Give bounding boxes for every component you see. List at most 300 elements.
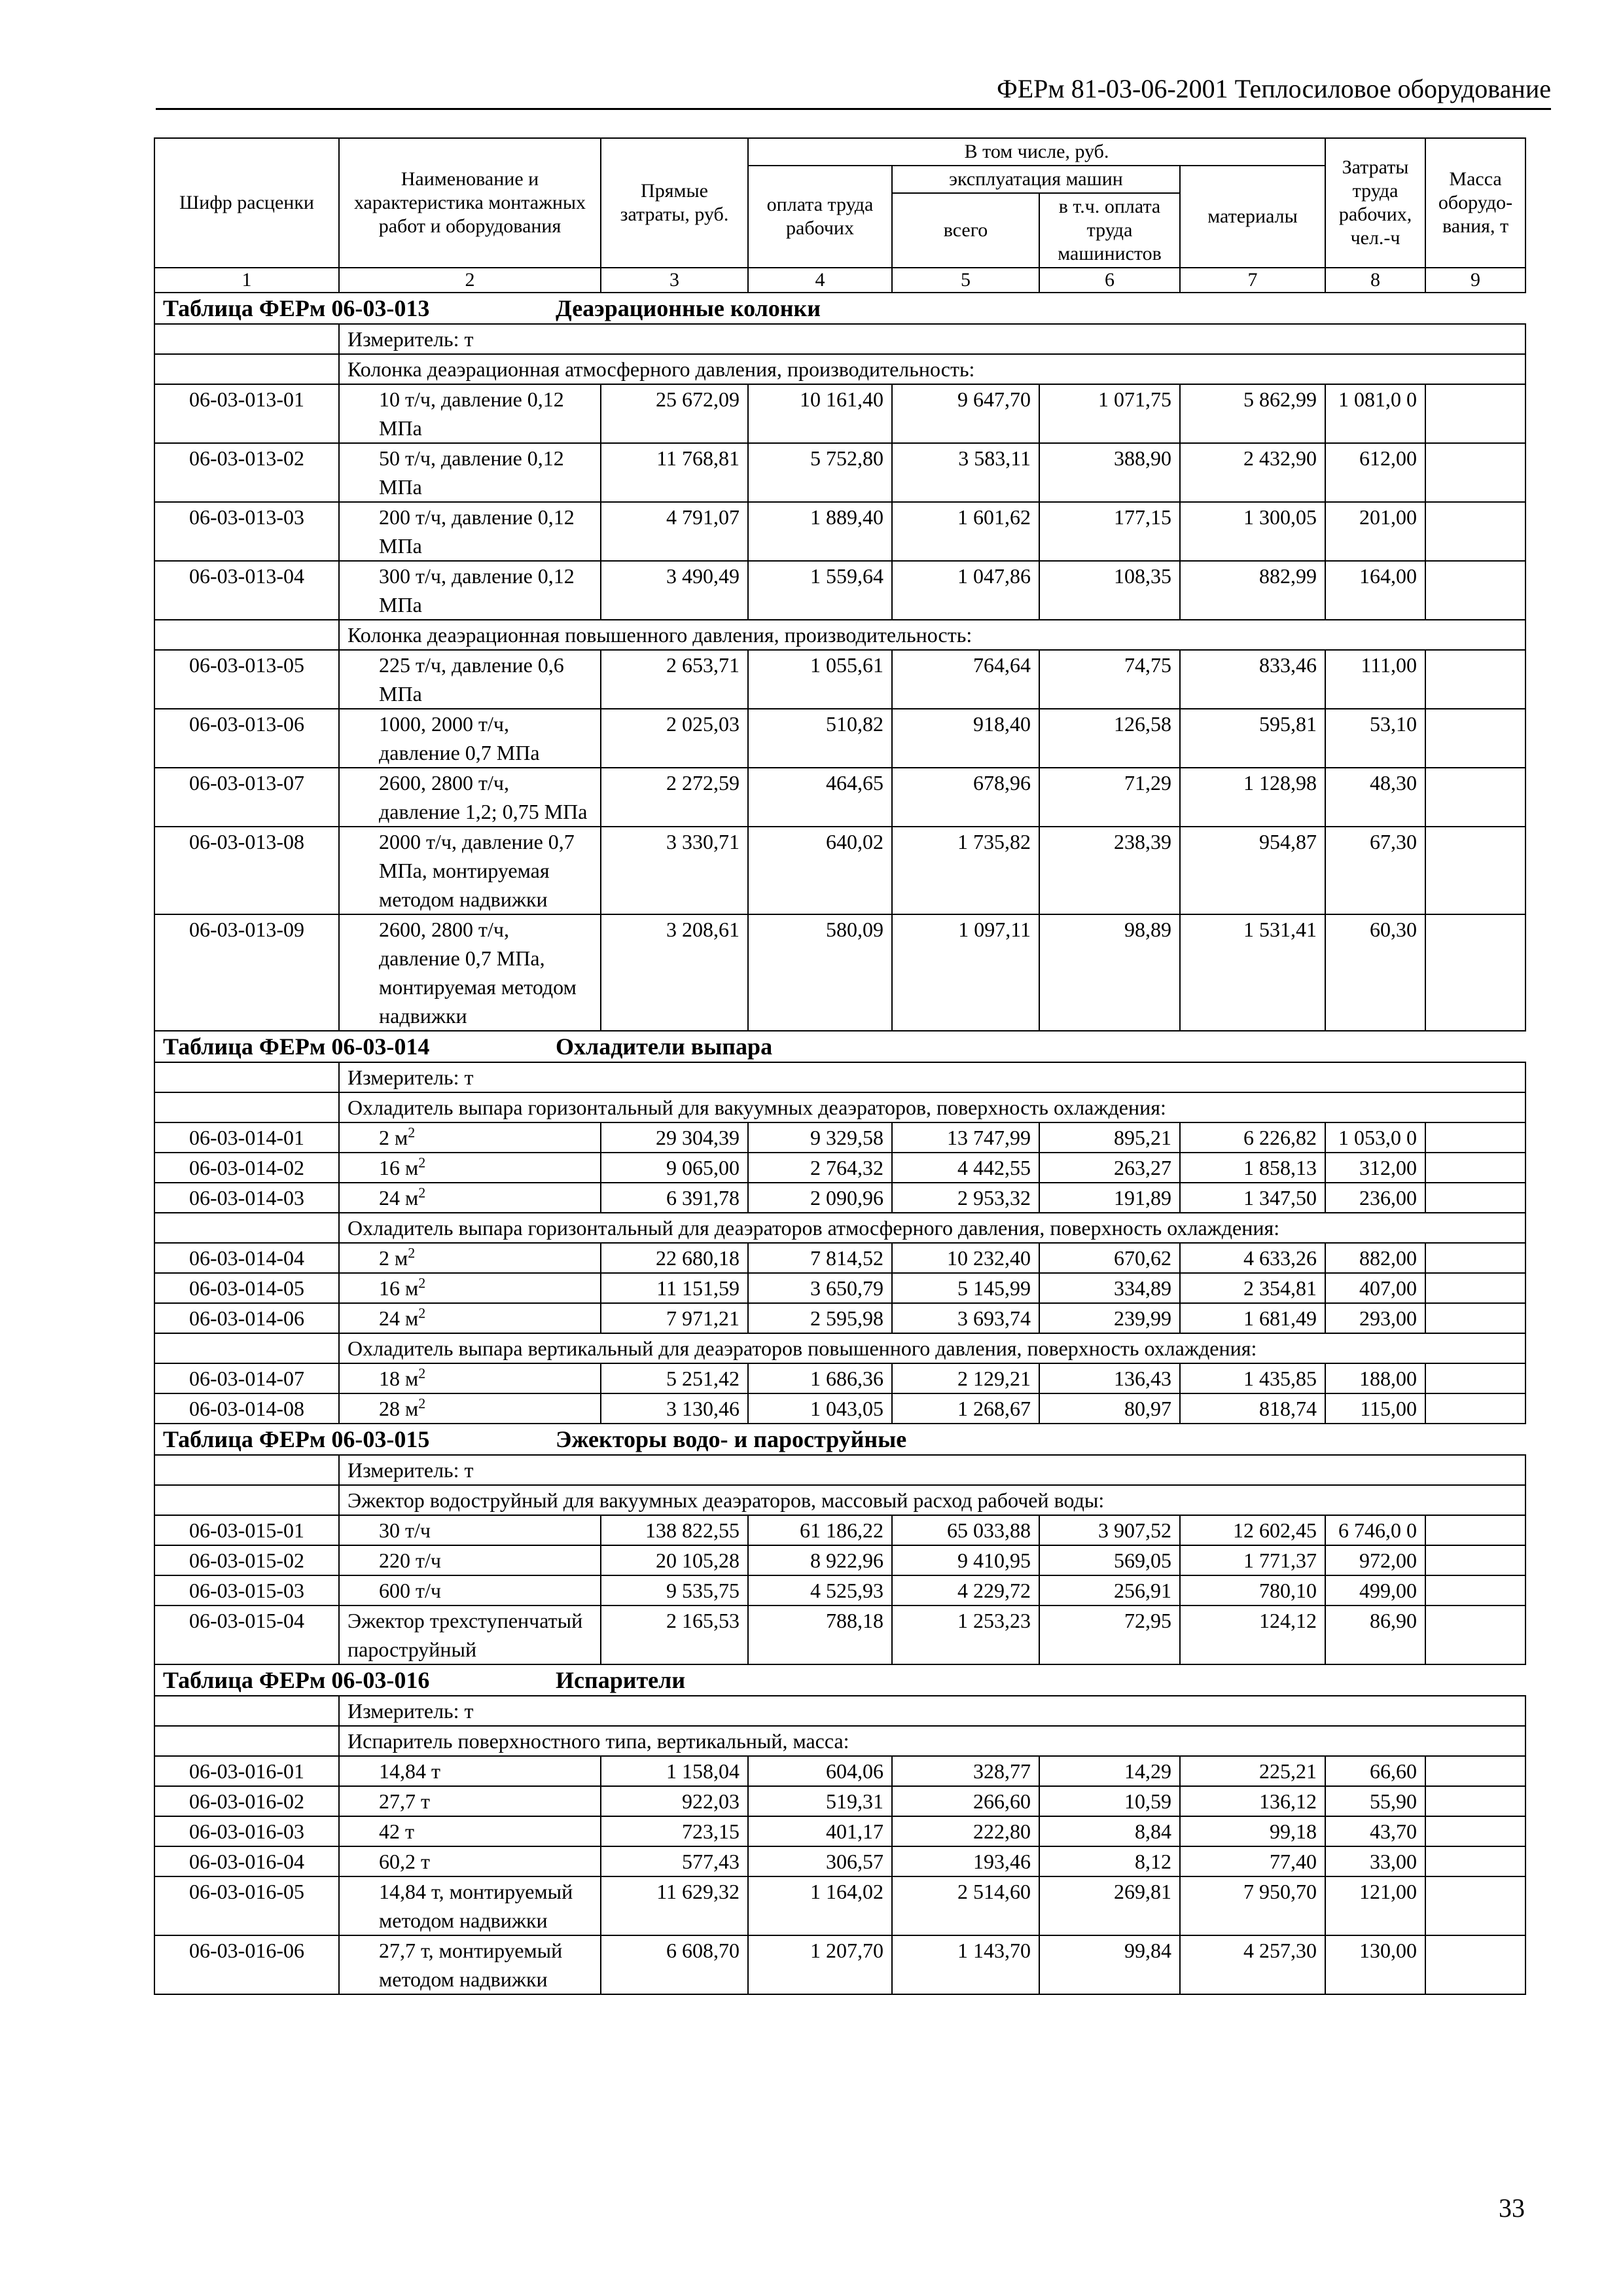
work-name: [339, 502, 601, 561]
materials: 77,40: [1180, 1846, 1325, 1876]
rate-code: 06-03-015-04: [154, 1605, 339, 1664]
materials: 1 347,50: [1180, 1183, 1325, 1213]
machinists-pay: 8,12: [1039, 1846, 1180, 1876]
unit-row: [154, 1455, 1525, 1485]
group-heading-row: [154, 1092, 1525, 1122]
unit-spacer: [154, 324, 339, 354]
work-name: [339, 827, 601, 914]
equipment-mass: [1425, 1876, 1525, 1935]
unit-row: [154, 1062, 1525, 1092]
section-title: Эжекторы водо- и пароструйные: [556, 1426, 907, 1452]
labor-hours: 48,30: [1325, 768, 1425, 827]
machines-total: 1 735,82: [892, 827, 1039, 914]
machinists-pay: 263,27: [1039, 1153, 1180, 1183]
direct-cost: 922,03: [601, 1786, 748, 1816]
col-num: 3: [601, 268, 748, 293]
machines-total: 1 143,70: [892, 1935, 1039, 1994]
equipment-mass: [1425, 1935, 1525, 1994]
equipment-mass: [1425, 1846, 1525, 1876]
rate-code: 06-03-016-03: [154, 1816, 339, 1846]
machines-total: 1 601,62: [892, 502, 1039, 561]
work-name: [339, 1363, 601, 1393]
labor-pay: 464,65: [748, 768, 892, 827]
materials: 1 771,37: [1180, 1545, 1325, 1575]
labor-pay: 604,06: [748, 1756, 892, 1786]
machines-total: 266,60: [892, 1786, 1039, 1816]
materials: 12 602,45: [1180, 1515, 1325, 1545]
section-label: Таблица ФЕРм 06-03-016: [163, 1667, 430, 1693]
rate-code: 06-03-015-02: [154, 1545, 339, 1575]
work-name-text: 27,7 т: [379, 1789, 430, 1813]
unit-exponent: 2: [418, 1184, 426, 1201]
equipment-mass: [1425, 1605, 1525, 1664]
rate-code: 06-03-016-01: [154, 1756, 339, 1786]
work-name: [339, 709, 601, 768]
direct-cost: 3 330,71: [601, 827, 748, 914]
rate-code: 06-03-014-08: [154, 1393, 339, 1424]
work-name: [339, 1846, 601, 1876]
work-name-text: 14,84 т: [379, 1759, 440, 1783]
header-rule: [156, 108, 1551, 110]
labor-hours: 188,00: [1325, 1363, 1425, 1393]
table-row: [154, 502, 1525, 561]
labor-hours: 43,70: [1325, 1816, 1425, 1846]
direct-cost: 4 791,07: [601, 502, 748, 561]
work-name: [339, 1545, 601, 1575]
materials: 2 354,81: [1180, 1273, 1325, 1303]
machinists-pay: 269,81: [1039, 1876, 1180, 1935]
work-name-text: 2 м: [379, 1126, 408, 1149]
labor-hours: 882,00: [1325, 1243, 1425, 1273]
work-name: [339, 1273, 601, 1303]
machines-total: 2 953,32: [892, 1183, 1039, 1213]
work-name-text: 16 м: [379, 1276, 419, 1300]
col-num: 5: [892, 268, 1039, 293]
section-label: Таблица ФЕРм 06-03-015: [163, 1426, 430, 1452]
work-name: [339, 1786, 601, 1816]
section-title-cell: [154, 1664, 1525, 1696]
machinists-pay: 239,99: [1039, 1303, 1180, 1333]
rate-code: 06-03-013-05: [154, 650, 339, 709]
labor-hours: 60,30: [1325, 914, 1425, 1031]
rate-code: 06-03-016-06: [154, 1935, 339, 1994]
rate-code: 06-03-013-03: [154, 502, 339, 561]
col-num: 4: [748, 268, 892, 293]
materials: 99,18: [1180, 1816, 1325, 1846]
rate-code: 06-03-016-04: [154, 1846, 339, 1876]
direct-cost: 20 105,28: [601, 1545, 748, 1575]
labor-hours: 115,00: [1325, 1393, 1425, 1424]
machinists-pay: 256,91: [1039, 1575, 1180, 1605]
direct-cost: 2 653,71: [601, 650, 748, 709]
equipment-mass: [1425, 443, 1525, 502]
rate-code: 06-03-015-01: [154, 1515, 339, 1545]
rate-code: 06-03-014-03: [154, 1183, 339, 1213]
table-row: [154, 1786, 1525, 1816]
work-name: [339, 443, 601, 502]
work-name: [339, 1816, 601, 1846]
unit-exponent: 2: [418, 1395, 426, 1412]
table-row: [154, 768, 1525, 827]
group-heading-row: [154, 1333, 1525, 1363]
table-row: [154, 1605, 1525, 1664]
table-row: [154, 1122, 1525, 1153]
work-name-text: 2 м: [379, 1246, 408, 1270]
direct-cost: 723,15: [601, 1816, 748, 1846]
unit-exponent: 2: [408, 1124, 416, 1141]
equipment-mass: [1425, 1786, 1525, 1816]
col-header-labor-pay: оплата труда рабочих: [748, 166, 892, 268]
work-name-text: 42 т: [379, 1820, 414, 1843]
equipment-mass: [1425, 1393, 1525, 1424]
labor-pay: 640,02: [748, 827, 892, 914]
materials: 124,12: [1180, 1605, 1325, 1664]
materials: 136,12: [1180, 1786, 1325, 1816]
work-name-text: 14,84 т, монтируемый методом надвижки: [379, 1880, 573, 1932]
equipment-mass: [1425, 1243, 1525, 1273]
labor-pay: 5 752,80: [748, 443, 892, 502]
materials: 780,10: [1180, 1575, 1325, 1605]
labor-hours: 164,00: [1325, 561, 1425, 620]
rate-code: 06-03-014-05: [154, 1273, 339, 1303]
col-header-mass: Масса оборудо-вания, т: [1425, 138, 1525, 268]
materials: 6 226,82: [1180, 1122, 1325, 1153]
section-title-row: [154, 1664, 1525, 1696]
rate-code: 06-03-013-09: [154, 914, 339, 1031]
labor-pay: 1 207,70: [748, 1935, 892, 1994]
table-row: [154, 1243, 1525, 1273]
machines-total: 193,46: [892, 1846, 1039, 1876]
col-header-direct: Прямые затраты, руб.: [601, 138, 748, 268]
materials: 833,46: [1180, 650, 1325, 709]
machines-total: 9 647,70: [892, 384, 1039, 443]
machinists-pay: 99,84: [1039, 1935, 1180, 1994]
machines-total: 10 232,40: [892, 1243, 1039, 1273]
direct-cost: 6 608,70: [601, 1935, 748, 1994]
equipment-mass: [1425, 1545, 1525, 1575]
equipment-mass: [1425, 1303, 1525, 1333]
labor-pay: 2 090,96: [748, 1183, 892, 1213]
col-header-machines: эксплуатация машин: [892, 166, 1180, 193]
col-header-incl: В том числе, руб.: [748, 138, 1325, 166]
direct-cost: 2 165,53: [601, 1605, 748, 1664]
table-row: [154, 1183, 1525, 1213]
machines-total: 3 693,74: [892, 1303, 1039, 1333]
machinists-pay: 670,62: [1039, 1243, 1180, 1273]
table-row: [154, 1756, 1525, 1786]
group-spacer: [154, 1092, 339, 1122]
labor-pay: 1 889,40: [748, 502, 892, 561]
work-name-text: 10 т/ч, давление 0,12 МПа: [379, 387, 564, 440]
section-title: Деаэрационные колонки: [556, 295, 821, 321]
labor-pay: 1 686,36: [748, 1363, 892, 1393]
materials: 7 950,70: [1180, 1876, 1325, 1935]
machinists-pay: 10,59: [1039, 1786, 1180, 1816]
machines-total: 1 268,67: [892, 1393, 1039, 1424]
col-header-machines-total: всего: [892, 193, 1039, 268]
work-name: [339, 1153, 601, 1183]
machinists-pay: 126,58: [1039, 709, 1180, 768]
table-row: [154, 827, 1525, 914]
table-body: [154, 293, 1525, 1994]
machines-total: 1 047,86: [892, 561, 1039, 620]
labor-hours: 6 746,0 0: [1325, 1515, 1425, 1545]
table-row: [154, 1363, 1525, 1393]
work-name-text: 200 т/ч, давление 0,12 МПа: [379, 505, 575, 558]
work-name: [339, 1935, 601, 1994]
work-name-text: 50 т/ч, давление 0,12 МПа: [379, 446, 564, 499]
rate-code: 06-03-013-06: [154, 709, 339, 768]
equipment-mass: [1425, 914, 1525, 1031]
direct-cost: 1 158,04: [601, 1756, 748, 1786]
group-heading: Охладитель выпара вертикальный для деаэраторов повышенного давления, поверхность охлаждения:: [339, 1333, 1525, 1363]
rate-code: 06-03-014-01: [154, 1122, 339, 1153]
direct-cost: 3 490,49: [601, 561, 748, 620]
labor-pay: 1 055,61: [748, 650, 892, 709]
rate-code: 06-03-013-01: [154, 384, 339, 443]
equipment-mass: [1425, 1515, 1525, 1545]
direct-cost: 25 672,09: [601, 384, 748, 443]
direct-cost: 138 822,55: [601, 1515, 748, 1545]
machines-total: 4 229,72: [892, 1575, 1039, 1605]
section-title: Охладители выпара: [556, 1033, 773, 1060]
machinists-pay: 8,84: [1039, 1816, 1180, 1846]
group-heading: Испаритель поверхностного типа, вертикальный, масса:: [339, 1726, 1525, 1756]
labor-pay: 401,17: [748, 1816, 892, 1846]
work-name-text: 2600, 2800 т/ч, давление 0,7 МПа, монтируемая методом надвижки: [379, 918, 577, 1028]
labor-hours: 972,00: [1325, 1545, 1425, 1575]
labor-hours: 201,00: [1325, 502, 1425, 561]
direct-cost: 29 304,39: [601, 1122, 748, 1153]
labor-pay: 580,09: [748, 914, 892, 1031]
table-row: [154, 1876, 1525, 1935]
table-row: [154, 1273, 1525, 1303]
labor-pay: 1 164,02: [748, 1876, 892, 1935]
materials: 2 432,90: [1180, 443, 1325, 502]
machinists-pay: 71,29: [1039, 768, 1180, 827]
group-spacer: [154, 620, 339, 650]
rate-code: 06-03-014-02: [154, 1153, 339, 1183]
work-name-text: 16 м: [379, 1156, 419, 1179]
group-heading: Охладитель выпара горизонтальный для вакуумных деаэраторов, поверхность охлаждения:: [339, 1092, 1525, 1122]
equipment-mass: [1425, 1816, 1525, 1846]
labor-hours: 111,00: [1325, 650, 1425, 709]
machinists-pay: 136,43: [1039, 1363, 1180, 1393]
labor-hours: 55,90: [1325, 1786, 1425, 1816]
group-heading: Эжектор водоструйный для вакуумных деаэраторов, массовый расход рабочей воды:: [339, 1485, 1525, 1515]
work-name: [339, 1393, 601, 1424]
labor-hours: 312,00: [1325, 1153, 1425, 1183]
labor-hours: 1 053,0 0: [1325, 1122, 1425, 1153]
machinists-pay: 98,89: [1039, 914, 1180, 1031]
work-name: [339, 561, 601, 620]
work-name-text: 2600, 2800 т/ч, давление 1,2; 0,75 МПа: [379, 771, 588, 823]
equipment-mass: [1425, 1363, 1525, 1393]
machinists-pay: 191,89: [1039, 1183, 1180, 1213]
work-name-text: 2000 т/ч, давление 0,7 МПа, монтируемая методом надвижки: [379, 830, 575, 911]
unit-row: [154, 324, 1525, 354]
table-row: [154, 1393, 1525, 1424]
materials: 4 257,30: [1180, 1935, 1325, 1994]
direct-cost: 11 768,81: [601, 443, 748, 502]
work-name-text: 1000, 2000 т/ч, давление 0,7 МПа: [379, 712, 540, 764]
section-title-row: [154, 1424, 1525, 1455]
page-number: 33: [1499, 2193, 1525, 2223]
page-header-title: ФЕРм 81-03-06-2001 Теплосиловое оборудование: [997, 74, 1551, 103]
machines-total: 764,64: [892, 650, 1039, 709]
group-spacer: [154, 1726, 339, 1756]
labor-pay: 510,82: [748, 709, 892, 768]
equipment-mass: [1425, 709, 1525, 768]
unit-exponent: 2: [408, 1244, 416, 1261]
machinists-pay: 238,39: [1039, 827, 1180, 914]
work-name-text: 28 м: [379, 1397, 419, 1420]
work-name: [339, 914, 601, 1031]
equipment-mass: [1425, 1273, 1525, 1303]
unit-row: [154, 1696, 1525, 1726]
col-num: 1: [154, 268, 339, 293]
col-header-name: Наименование и характеристика монтажных работ и оборудования: [339, 138, 601, 268]
work-name-text: 24 м: [379, 1306, 419, 1330]
materials: 225,21: [1180, 1756, 1325, 1786]
materials: 595,81: [1180, 709, 1325, 768]
labor-pay: 788,18: [748, 1605, 892, 1664]
table-row: [154, 1816, 1525, 1846]
machinists-pay: 3 907,52: [1039, 1515, 1180, 1545]
group-heading-row: [154, 1485, 1525, 1515]
group-spacer: [154, 1485, 339, 1515]
table-row: [154, 443, 1525, 502]
labor-hours: 33,00: [1325, 1846, 1425, 1876]
labor-hours: 236,00: [1325, 1183, 1425, 1213]
machinists-pay: 14,29: [1039, 1756, 1180, 1786]
equipment-mass: [1425, 1756, 1525, 1786]
table-row: [154, 1935, 1525, 1994]
labor-hours: 293,00: [1325, 1303, 1425, 1333]
unit-spacer: [154, 1696, 339, 1726]
equipment-mass: [1425, 768, 1525, 827]
direct-cost: 2 025,03: [601, 709, 748, 768]
labor-hours: 499,00: [1325, 1575, 1425, 1605]
group-heading-row: [154, 620, 1525, 650]
labor-pay: 1 559,64: [748, 561, 892, 620]
work-name: [339, 1183, 601, 1213]
work-name-text: 600 т/ч: [379, 1579, 441, 1602]
machines-total: 222,80: [892, 1816, 1039, 1846]
work-name: [339, 1303, 601, 1333]
work-name-text: 30 т/ч: [379, 1518, 431, 1542]
labor-hours: 67,30: [1325, 827, 1425, 914]
equipment-mass: [1425, 1183, 1525, 1213]
labor-pay: 9 329,58: [748, 1122, 892, 1153]
work-name: [339, 384, 601, 443]
group-heading-row: [154, 1726, 1525, 1756]
labor-hours: 612,00: [1325, 443, 1425, 502]
labor-pay: 2 764,32: [748, 1153, 892, 1183]
labor-pay: 1 043,05: [748, 1393, 892, 1424]
group-heading: Охладитель выпара горизонтальный для деаэраторов атмосферного давления, поверхность охлаждения:: [339, 1213, 1525, 1243]
machines-total: 1 097,11: [892, 914, 1039, 1031]
col-num: 9: [1425, 268, 1525, 293]
machines-total: 328,77: [892, 1756, 1039, 1786]
materials: 954,87: [1180, 827, 1325, 914]
machinists-pay: 895,21: [1039, 1122, 1180, 1153]
labor-pay: 306,57: [748, 1846, 892, 1876]
table-row: [154, 709, 1525, 768]
section-title-cell: [154, 293, 1525, 324]
table-row: [154, 1153, 1525, 1183]
table-row: [154, 384, 1525, 443]
section-title-row: [154, 293, 1525, 324]
machinists-pay: 72,95: [1039, 1605, 1180, 1664]
unit-label: Измеритель: т: [339, 1696, 1525, 1726]
labor-pay: 3 650,79: [748, 1273, 892, 1303]
machines-total: 1 253,23: [892, 1605, 1039, 1664]
group-heading: Колонка деаэрационная атмосферного давления, производительность:: [339, 354, 1525, 384]
materials: 1 531,41: [1180, 914, 1325, 1031]
labor-hours: 86,90: [1325, 1605, 1425, 1664]
work-name-text: 18 м: [379, 1367, 419, 1390]
materials: 1 300,05: [1180, 502, 1325, 561]
direct-cost: 7 971,21: [601, 1303, 748, 1333]
col-header-machinists-pay: в т.ч. оплата труда машинистов: [1039, 193, 1180, 268]
direct-cost: 9 065,00: [601, 1153, 748, 1183]
col-num: 2: [339, 268, 601, 293]
group-heading: Колонка деаэрационная повышенного давления, производительность:: [339, 620, 1525, 650]
work-name: [339, 1122, 601, 1153]
machinists-pay: 177,15: [1039, 502, 1180, 561]
machines-total: 65 033,88: [892, 1515, 1039, 1545]
labor-pay: 61 186,22: [748, 1515, 892, 1545]
work-name: [339, 1575, 601, 1605]
unit-spacer: [154, 1062, 339, 1092]
equipment-mass: [1425, 1575, 1525, 1605]
machines-total: 3 583,11: [892, 443, 1039, 502]
materials: 1 858,13: [1180, 1153, 1325, 1183]
group-spacer: [154, 1333, 339, 1363]
table-row: [154, 1303, 1525, 1333]
rate-code: 06-03-013-08: [154, 827, 339, 914]
equipment-mass: [1425, 502, 1525, 561]
equipment-mass: [1425, 1153, 1525, 1183]
direct-cost: 6 391,78: [601, 1183, 748, 1213]
labor-hours: 121,00: [1325, 1876, 1425, 1935]
direct-cost: 5 251,42: [601, 1363, 748, 1393]
table-row: [154, 1575, 1525, 1605]
work-name: [339, 1876, 601, 1935]
rate-code: 06-03-013-07: [154, 768, 339, 827]
work-name: [339, 1605, 601, 1664]
direct-cost: 11 151,59: [601, 1273, 748, 1303]
section-title-cell: [154, 1031, 1525, 1062]
col-header-materials: материалы: [1180, 166, 1325, 268]
work-name-text: Эжектор трехступенчатый пароструйный: [348, 1609, 583, 1661]
section-title-row: [154, 1031, 1525, 1062]
col-num: 8: [1325, 268, 1425, 293]
machines-total: 13 747,99: [892, 1122, 1039, 1153]
labor-pay: 4 525,93: [748, 1575, 892, 1605]
materials: 4 633,26: [1180, 1243, 1325, 1273]
unit-exponent: 2: [418, 1154, 426, 1171]
labor-pay: 2 595,98: [748, 1303, 892, 1333]
direct-cost: 9 535,75: [601, 1575, 748, 1605]
machinists-pay: 388,90: [1039, 443, 1180, 502]
labor-hours: 407,00: [1325, 1273, 1425, 1303]
table-row: [154, 914, 1525, 1031]
col-num: 7: [1180, 268, 1325, 293]
unit-label: Измеритель: т: [339, 1455, 1525, 1485]
direct-cost: 11 629,32: [601, 1876, 748, 1935]
